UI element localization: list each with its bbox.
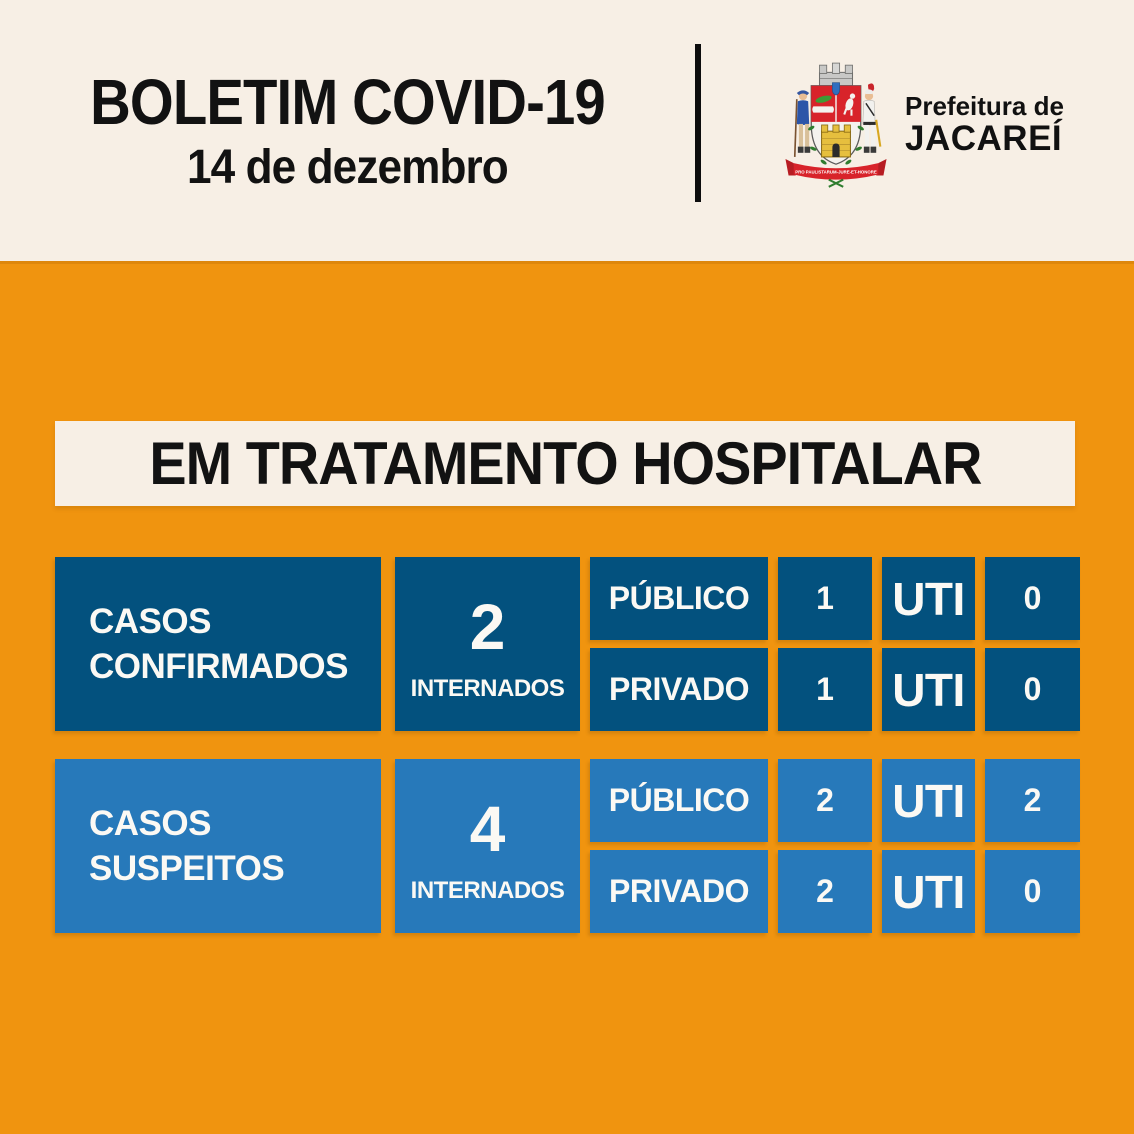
suspected-private-sector-cell: PRIVADO <box>590 850 768 933</box>
right-supporter-icon <box>863 83 881 152</box>
suspected-public-uti-count-cell: 2 <box>985 759 1080 842</box>
org-name: JACAREÍ <box>905 119 1063 159</box>
suspected-total-caption: INTERNADOS <box>410 877 565 904</box>
suspected-total-count: 4 <box>469 793 506 865</box>
suspected-public-sector-cell: PÚBLICO <box>590 759 768 842</box>
castle-tower-icon <box>822 125 851 157</box>
section-banner <box>55 421 1075 506</box>
confirmed-total-count: 2 <box>469 591 506 663</box>
suspected-public-uti-label-cell: UTI <box>882 759 975 842</box>
confirmed-private-uti-count-cell: 0 <box>985 648 1080 731</box>
confirmed-cases-label: CASOS CONFIRMADOS <box>89 601 348 686</box>
section-title: EM TRATAMENTO HOSPITALAR <box>148 430 982 497</box>
left-supporter-icon <box>795 90 810 157</box>
confirmed-private-sector-cell: PRIVADO <box>590 648 768 731</box>
suspected-private-uti-label-cell: UTI <box>882 850 975 933</box>
crest-motto: PRO PAULISTARUM-JURE-ET-HONORE <box>795 169 877 175</box>
suspected-total-card <box>395 759 580 933</box>
suspected-cases-label: CASOS SUSPEITOS <box>89 803 285 888</box>
confirmed-private-count-cell: 1 <box>778 648 872 731</box>
confirmed-total-card <box>395 557 580 731</box>
title-block <box>0 0 695 261</box>
org-name-prefix: Prefeitura de <box>905 91 1064 122</box>
suspected-cases-card <box>55 759 381 933</box>
suspected-private-uti-count-cell: 0 <box>985 850 1080 933</box>
confirmed-public-uti-label-cell: UTI <box>882 557 975 640</box>
page-title: BOLETIM COVID-19 <box>90 65 605 138</box>
org-name-block <box>905 93 1064 159</box>
confirmed-public-count-cell: 1 <box>778 557 872 640</box>
confirmed-total-caption: INTERNADOS <box>410 675 565 702</box>
crossed-sprigs-icon <box>829 180 843 187</box>
confirmed-public-sector-cell: PÚBLICO <box>590 557 768 640</box>
bulletin-date: 14 de dezembro <box>187 140 508 194</box>
prefeitura-logo <box>779 55 1079 197</box>
header-divider <box>695 44 701 202</box>
confirmed-private-uti-label-cell: UTI <box>882 648 975 731</box>
suspected-private-count-cell: 2 <box>778 850 872 933</box>
suspected-public-count-cell: 2 <box>778 759 872 842</box>
header <box>0 0 1134 264</box>
jacarei-coat-of-arms-icon <box>779 60 893 192</box>
confirmed-public-uti-count-cell: 0 <box>985 557 1080 640</box>
confirmed-cases-card <box>55 557 381 731</box>
